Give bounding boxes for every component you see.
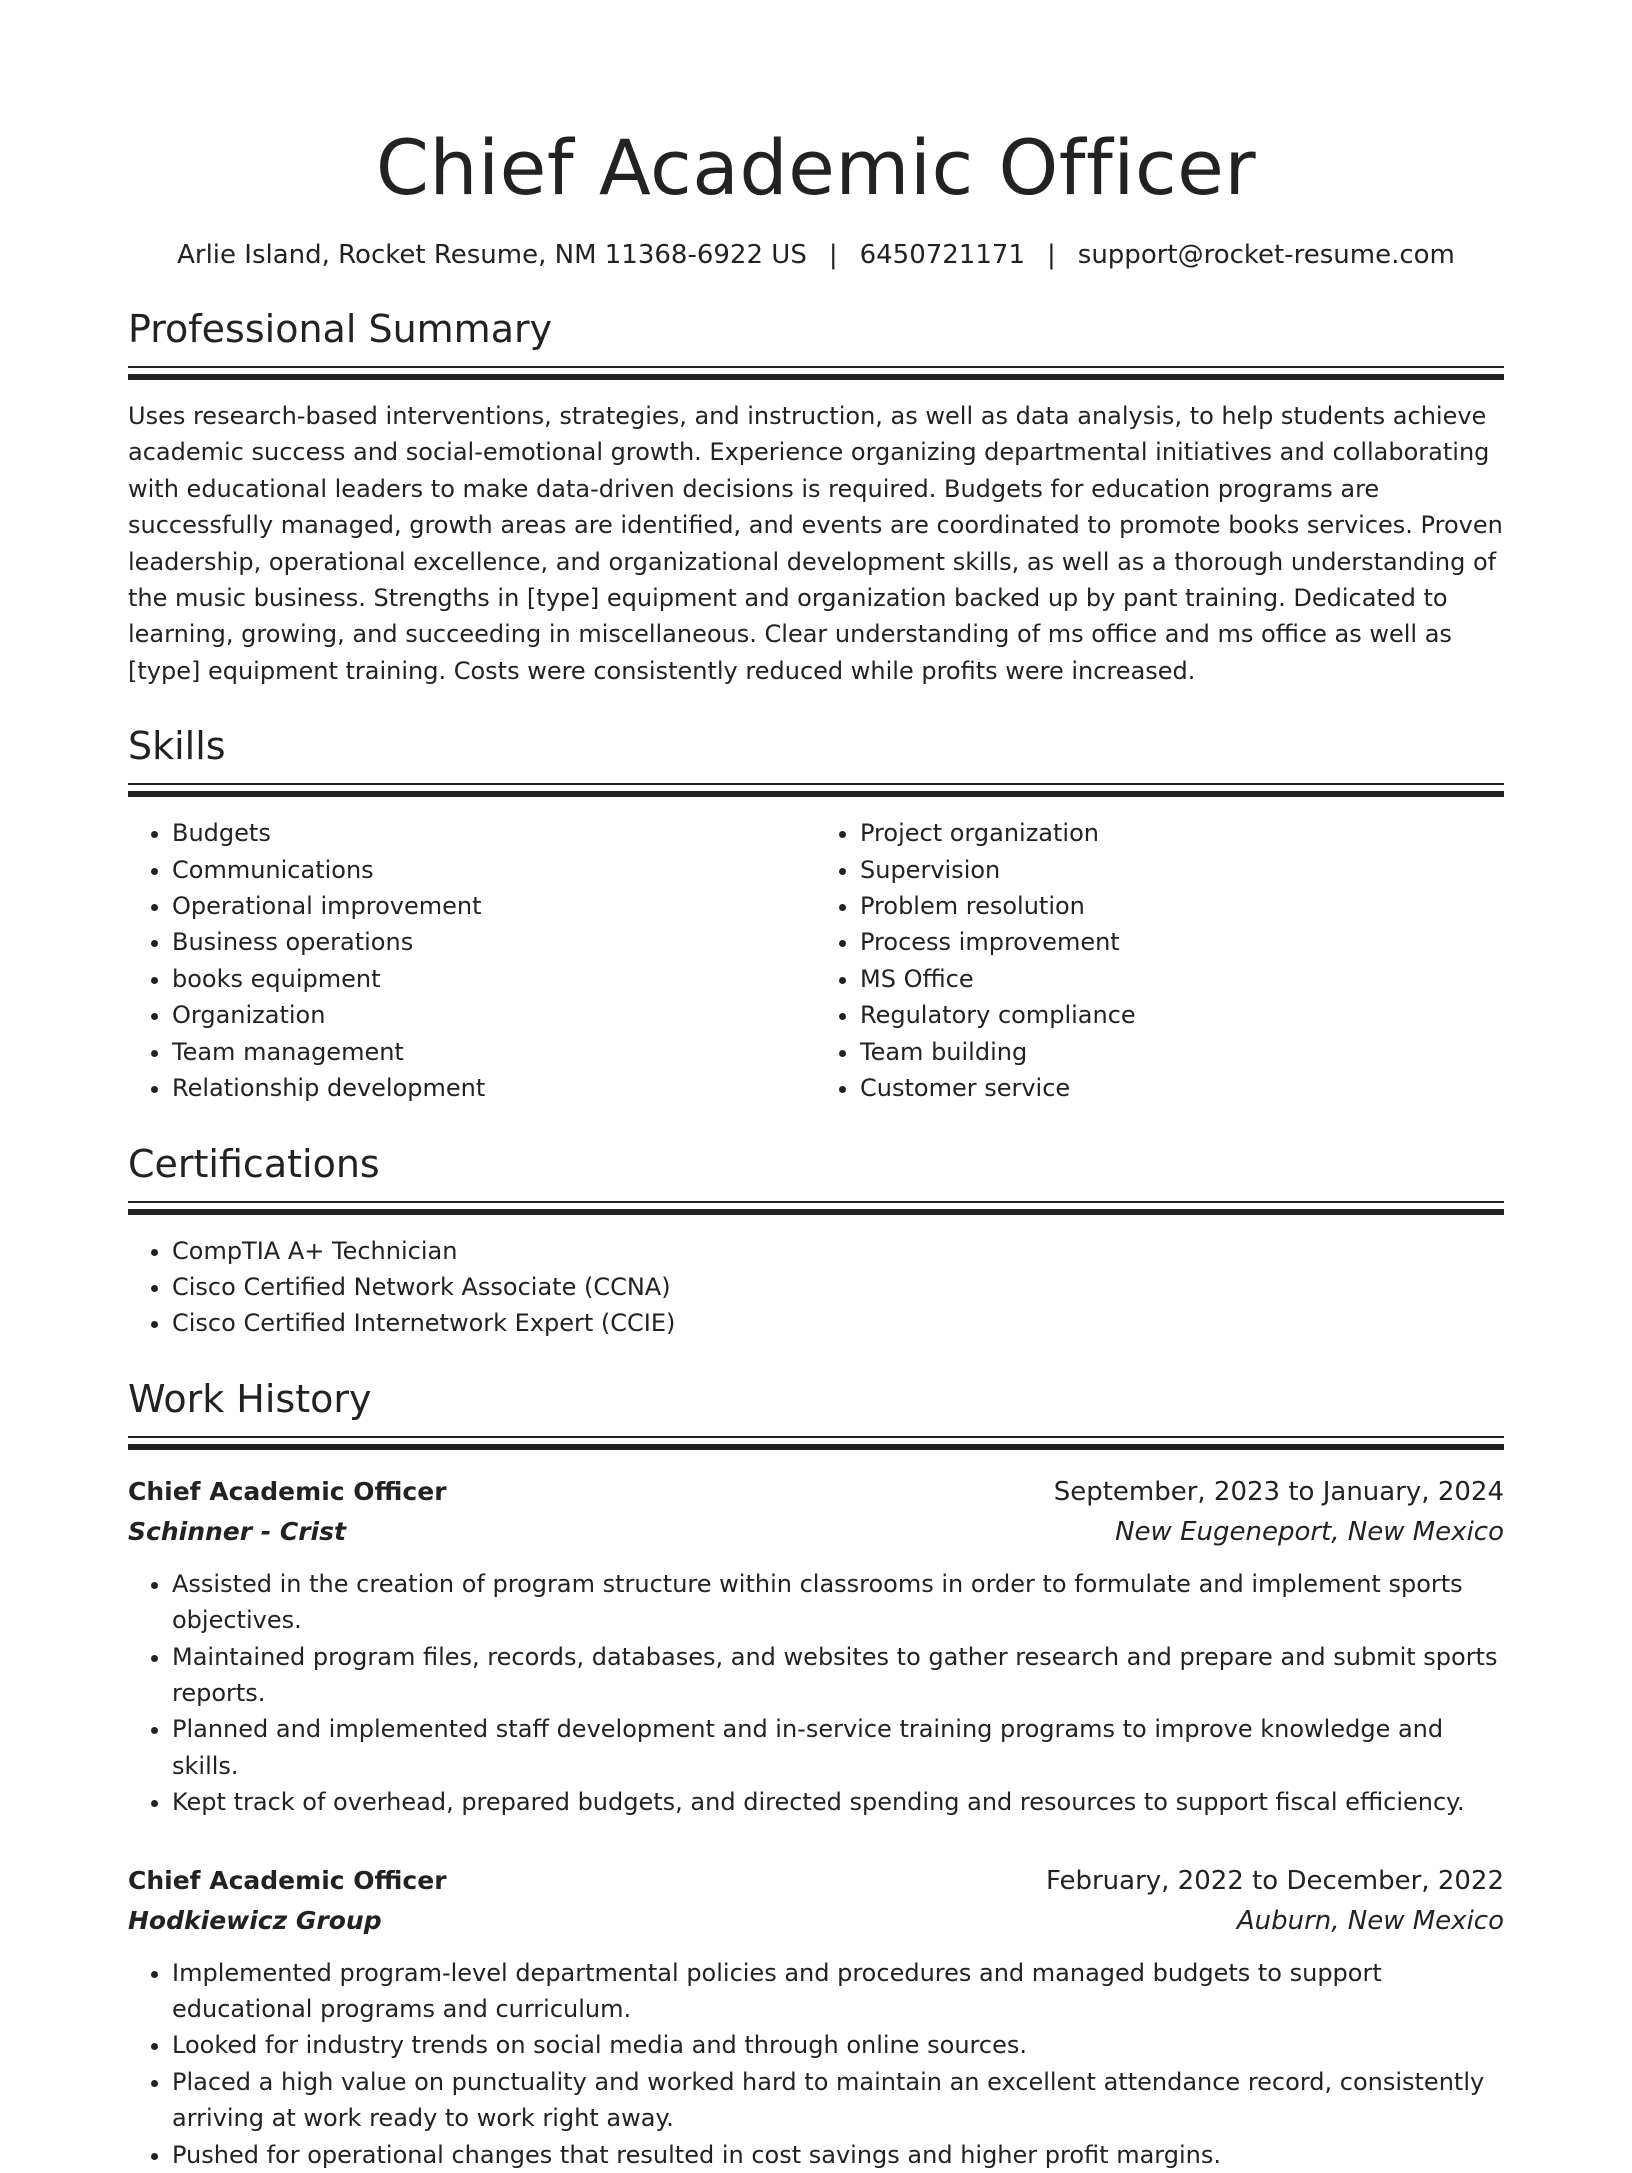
section-divider	[128, 1436, 1504, 1438]
skill-item: • Budgets	[172, 815, 816, 851]
job-title: Chief Academic Officer	[128, 1865, 447, 1895]
job-bullet: • Assisted in the creation of program structure within classrooms in order to formulate and implement sports objectives.	[172, 1566, 1504, 1639]
skill-item: • Customer service	[860, 1070, 1504, 1106]
skill-item: • Relationship development	[172, 1070, 816, 1106]
skill-item: • Problem resolution	[860, 888, 1504, 924]
skills-section	[128, 723, 1504, 1106]
certifications-section	[128, 1141, 1504, 1342]
skill-item: • Communications	[172, 852, 816, 888]
job-bullet: • Maintained program files, records, databases, and websites to gather research and prepare and submit sports reports.	[172, 1639, 1504, 1712]
job-header-row	[128, 1861, 1504, 1901]
skills-columns	[128, 815, 1504, 1106]
skill-item: • Team building	[860, 1034, 1504, 1070]
job-bullets	[128, 1955, 1504, 2173]
skill-item: • Regulatory compliance	[860, 997, 1504, 1033]
certification-item: • CompTIA A+ Technician	[172, 1233, 1504, 1269]
contact-line	[128, 238, 1504, 272]
skill-item: • Process improvement	[860, 924, 1504, 960]
job-location: Auburn, New Mexico	[1236, 1905, 1504, 1936]
job-company-row	[128, 1512, 1504, 1552]
job-bullet: • Planned and implemented staff development and in-service training programs to improve knowledge and skills.	[172, 1711, 1504, 1784]
section-divider	[128, 366, 1504, 368]
job-entry	[128, 1472, 1504, 1821]
contact-phone: 6450721171	[859, 240, 1026, 270]
skill-item: • Business operations	[172, 924, 816, 960]
summary-heading: Professional Summary	[128, 307, 553, 351]
job-bullet: • Placed a high value on punctuality and worked hard to maintain an excellent attendance record, consistently arriving at work ready to work right away.	[172, 2064, 1504, 2137]
skill-item: • Supervision	[860, 852, 1504, 888]
skill-item: • Organization	[172, 997, 816, 1033]
skill-item: • Operational improvement	[172, 888, 816, 924]
summary-section	[128, 306, 1504, 689]
job-bullet: • Implemented program-level departmental policies and procedures and managed budgets to support educational programs and curriculum.	[172, 1955, 1504, 2028]
section-divider	[128, 1201, 1504, 1203]
job-dates: September, 2023 to January, 2024	[1053, 1476, 1504, 1507]
skill-item: • Team management	[172, 1034, 816, 1070]
skills-heading: Skills	[128, 724, 226, 769]
certifications-list	[128, 1233, 1504, 1342]
section-divider-thick	[128, 1444, 1504, 1450]
skill-item: • Project organization	[860, 815, 1504, 851]
job-dates: February, 2022 to December, 2022	[1045, 1865, 1504, 1896]
section-divider-thick	[128, 374, 1504, 380]
certifications-heading: Certifications	[128, 1141, 380, 1186]
resume-title: Chief Academic Officer	[375, 123, 1257, 212]
job-company: Hodkiewicz Group	[128, 1905, 382, 1935]
job-entry	[128, 1861, 1504, 2173]
job-bullets	[128, 1566, 1504, 1821]
work-history-section	[128, 1376, 1504, 2173]
job-header-row	[128, 1472, 1504, 1512]
contact-separator: |	[828, 240, 838, 270]
job-title: Chief Academic Officer	[128, 1476, 447, 1506]
skill-item: • MS Office	[860, 961, 1504, 997]
contact-email: support@rocket-resume.com	[1077, 240, 1455, 270]
skill-item: • books equipment	[172, 961, 816, 997]
contact-address: Arlie Island, Rocket Resume, NM 11368-6922 US	[177, 240, 807, 270]
job-bullet: • Pushed for operational changes that resulted in cost savings and higher profit margins.	[172, 2137, 1504, 2173]
section-divider-thick	[128, 1209, 1504, 1215]
contact-separator: |	[1047, 240, 1056, 270]
job-bullet: • Kept track of overhead, prepared budgets, and directed spending and resources to support fiscal efficiency.	[172, 1784, 1504, 1820]
skills-list-left	[128, 815, 816, 1106]
certification-item: • Cisco Certified Network Associate (CCNA)	[172, 1269, 1504, 1305]
job-location: New Eugeneport, New Mexico	[1115, 1516, 1504, 1547]
job-bullet: • Looked for industry trends on social media and through online sources.	[172, 2027, 1504, 2063]
certification-item: • Cisco Certified Internetwork Expert (CCIE)	[172, 1305, 1504, 1341]
summary-text: Uses research-based interventions, strategies, and instruction, as well as data analysis, to help students achieve academic success and social-emotional growth. Experience organizing departmental initiatives and collaborating with educational leaders to make data-driven decisions is required. Budgets for education programs are successfully managed, growth areas are identified, and events are coordinated to promote books services. Proven leadership, operational excellence, and organizational development skills, as well as a thorough understanding of the music business. Strengths in [type] equipment and organization backed up by pant training. Dedicated to learning, growing, and succeeding in miscellaneous. Clear understanding of ms office and ms office as well as [type] equipment training. Costs were consistently reduced while profits were increased.	[128, 402, 1503, 685]
work-history-heading: Work History	[128, 1376, 372, 1421]
section-divider-thick	[128, 791, 1504, 797]
job-company: Schinner - Crist	[128, 1516, 346, 1546]
section-divider	[128, 783, 1504, 785]
skills-list-right	[816, 815, 1504, 1106]
job-company-row	[128, 1901, 1504, 1941]
